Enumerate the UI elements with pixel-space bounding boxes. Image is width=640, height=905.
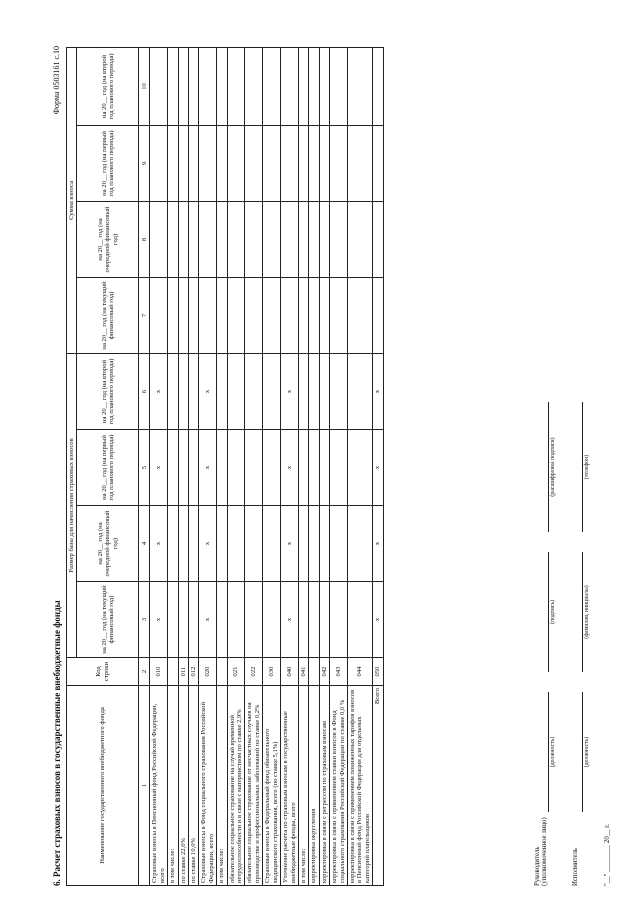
total-sum-cell — [373, 125, 383, 201]
base-cell — [347, 582, 372, 658]
sum-cell — [227, 125, 245, 201]
table-row — [227, 47, 245, 885]
base-cell — [319, 353, 329, 429]
sum-cell — [199, 125, 217, 201]
sum-cell — [319, 277, 329, 353]
sum-cell — [347, 201, 372, 277]
row-name: обязательное социальное страхование на случай временной нетрудоспособности и в связи с материнством по ставке 2,9% — [227, 686, 245, 886]
sum-second-plan-header: на 20__ год (на второй год планового периода) — [77, 47, 139, 125]
base-cell — [168, 430, 178, 506]
row-code — [168, 658, 178, 686]
sum-cell — [168, 47, 178, 125]
head-position-caption: (должность) — [550, 736, 556, 768]
sum-cell — [309, 201, 319, 277]
sum-current-year-header: на 20__ год (на текущий финансовый год) — [77, 277, 139, 353]
column-number: 5 — [139, 430, 150, 506]
row-name: Страховые взносы в Федеральный фонд обязательного медицинского страхования, всего (по ставке 5,1%) — [263, 686, 281, 886]
sum-cell — [281, 125, 299, 201]
sum-cell — [150, 201, 168, 277]
base-cell — [319, 582, 329, 658]
sum-cell — [330, 125, 348, 201]
sum-cell — [189, 125, 199, 201]
base-second-plan-header: на 20__ год (на второй год планового периода) — [77, 353, 139, 429]
executor-position-line — [582, 692, 583, 812]
base-cell: x — [281, 353, 299, 429]
row-code: 043 — [330, 658, 348, 686]
row-code: 010 — [150, 658, 168, 686]
base-cell — [263, 582, 281, 658]
sum-cell — [309, 47, 319, 125]
section-title: 6. Расчет страховых взносов в государственные внебюджетные фонды — [52, 600, 62, 886]
base-cell — [178, 506, 188, 582]
total-row — [373, 47, 383, 885]
sum-first-plan-header: на 20__ год (на первый год планового периода) — [77, 125, 139, 201]
sum-cell — [150, 277, 168, 353]
column-number: 1 — [139, 686, 150, 886]
head-label: Руководитель (уполномоченное лицо) — [534, 817, 548, 886]
base-cell: x — [199, 506, 217, 582]
base-cell — [309, 506, 319, 582]
sum-cell — [217, 201, 227, 277]
column-number: 8 — [139, 201, 150, 277]
sum-cell — [281, 201, 299, 277]
sum-cell — [245, 277, 263, 353]
sum-cell — [227, 47, 245, 125]
sum-cell — [199, 277, 217, 353]
head-signature-line — [548, 552, 549, 672]
base-current-year-header: на 20__ год (на текущий финансовый год) — [77, 582, 139, 658]
sum-cell — [281, 47, 299, 125]
base-cell — [189, 353, 199, 429]
head-decoding-line — [548, 402, 549, 532]
row-name: обязательное социальное страхование от несчастных случаев на производстве и профессиональных заболеваний по ставке 0,2% — [245, 686, 263, 886]
table-body — [150, 47, 383, 885]
row-name: корректировка округления — [309, 686, 319, 886]
executor-position-caption: (должность) — [584, 736, 590, 768]
total-base-cell: x — [373, 353, 383, 429]
rotated-landscape-form — [52, 42, 622, 892]
column-number: 10 — [139, 47, 150, 125]
row-name: корректировка в связи с применением ставки взносов в Фонд социального страхования Российской Федерации по ставке 0,0 % — [330, 686, 348, 886]
sum-cell — [150, 125, 168, 201]
column-number: 4 — [139, 506, 150, 582]
row-name: в том числе: — [217, 686, 227, 886]
sum-cell — [330, 47, 348, 125]
total-code: 050 — [373, 658, 383, 686]
row-code: 020 — [199, 658, 217, 686]
table-row — [263, 47, 281, 885]
executor-phone-line — [582, 402, 583, 532]
sum-cell — [199, 47, 217, 125]
row-name: в том числе: — [168, 686, 178, 886]
sum-cell — [189, 277, 199, 353]
row-code — [217, 658, 227, 686]
base-cell — [347, 506, 372, 582]
column-number: 9 — [139, 125, 150, 201]
base-cell — [217, 582, 227, 658]
base-first-plan-header: на 20__ год (на первый год планового периода) — [77, 430, 139, 506]
base-cell: x — [281, 506, 299, 582]
table-row — [298, 47, 308, 885]
sum-cell — [245, 201, 263, 277]
base-cell: x — [150, 353, 168, 429]
sum-cell — [245, 125, 263, 201]
sum-cell — [245, 47, 263, 125]
sum-cell — [150, 47, 168, 125]
table-row — [150, 47, 168, 885]
base-cell — [263, 506, 281, 582]
column-number: 2 — [139, 658, 150, 686]
base-cell: x — [199, 582, 217, 658]
executor-name-caption: (фамилия, инициалы) — [584, 585, 590, 639]
sum-cell — [178, 201, 188, 277]
base-cell — [189, 582, 199, 658]
table-row — [199, 47, 217, 885]
base-cell — [217, 353, 227, 429]
row-code: 022 — [245, 658, 263, 686]
sum-cell — [298, 47, 308, 125]
row-code: 012 — [189, 658, 199, 686]
sum-cell — [168, 277, 178, 353]
base-cell — [298, 353, 308, 429]
sum-cell — [168, 201, 178, 277]
row-name: Страховые взносы в Фонд социального страхования Российской Федерации, всего — [199, 686, 217, 886]
sum-cell — [298, 125, 308, 201]
table-row — [178, 47, 188, 885]
contributions-table — [66, 47, 384, 886]
row-name: по ставке 10,0% — [189, 686, 199, 886]
sum-cell — [178, 125, 188, 201]
base-cell: x — [150, 430, 168, 506]
executor-phone-caption: (телефон) — [584, 454, 590, 480]
sum-cell — [168, 125, 178, 201]
col-code-header: Код строки — [67, 658, 139, 686]
sum-cell — [281, 277, 299, 353]
base-cell — [309, 353, 319, 429]
sum-cell — [263, 277, 281, 353]
sum-cell — [199, 201, 217, 277]
total-sum-cell — [373, 201, 383, 277]
base-cell — [217, 430, 227, 506]
total-base-cell: x — [373, 506, 383, 582]
base-cell: x — [199, 430, 217, 506]
col-name-header: Наименование государственного внебюджетного фонда — [67, 686, 139, 886]
base-cell — [227, 430, 245, 506]
row-code: 011 — [178, 658, 188, 686]
table-row — [245, 47, 263, 885]
row-name: Страховые взносы в Пенсионный фонд Российской Федерации, всего — [150, 686, 168, 886]
column-number: 6 — [139, 353, 150, 429]
base-cell: x — [199, 353, 217, 429]
sum-cell — [217, 47, 227, 125]
base-cell — [298, 430, 308, 506]
sum-cell — [263, 201, 281, 277]
base-cell: x — [281, 430, 299, 506]
sum-cell — [189, 47, 199, 125]
executor-name-line — [582, 552, 583, 672]
sum-group-header: Сумма взноса — [67, 47, 77, 353]
base-cell — [263, 430, 281, 506]
base-cell: x — [281, 582, 299, 658]
base-next-year-header: на 20__ год (на очередной финансовый год) — [77, 506, 139, 582]
total-label: Всего — [373, 686, 383, 886]
sum-cell — [217, 277, 227, 353]
sum-cell — [263, 125, 281, 201]
row-code: 030 — [263, 658, 281, 686]
base-cell — [178, 582, 188, 658]
base-cell — [217, 506, 227, 582]
sum-cell — [217, 125, 227, 201]
sum-cell — [330, 277, 348, 353]
row-code: 040 — [281, 658, 299, 686]
base-cell — [245, 582, 263, 658]
column-numbers-row — [139, 47, 150, 885]
base-cell — [309, 582, 319, 658]
sum-cell — [298, 277, 308, 353]
base-cell — [178, 430, 188, 506]
head-signature-caption: (подпись) — [550, 599, 556, 625]
base-cell — [168, 506, 178, 582]
table-row — [347, 47, 372, 885]
sum-cell — [298, 201, 308, 277]
sum-cell — [347, 277, 372, 353]
total-sum-cell — [373, 277, 383, 353]
table-row — [217, 47, 227, 885]
column-number: 7 — [139, 277, 150, 353]
sum-cell — [319, 47, 329, 125]
total-base-cell: x — [373, 430, 383, 506]
head-position-line — [548, 692, 549, 812]
executor-label: Исполнитель — [572, 847, 579, 886]
row-code: 044 — [347, 658, 372, 686]
base-cell — [298, 506, 308, 582]
base-cell — [245, 506, 263, 582]
base-cell — [178, 353, 188, 429]
base-cell — [189, 506, 199, 582]
table-row — [319, 47, 329, 885]
table-row — [281, 47, 299, 885]
base-cell — [319, 430, 329, 506]
sum-cell — [227, 201, 245, 277]
sum-next-year-header: на 20__ год (на очередной финансовый год) — [77, 201, 139, 277]
base-cell — [263, 353, 281, 429]
base-cell — [168, 582, 178, 658]
date-line: "__" ________ 20__ г. — [604, 824, 611, 886]
total-sum-cell — [373, 47, 383, 125]
row-code: 041 — [298, 658, 308, 686]
base-group-header: Размер базы для начисления страховых взносов — [67, 353, 77, 657]
base-cell — [245, 430, 263, 506]
base-cell — [347, 430, 372, 506]
base-cell — [168, 353, 178, 429]
base-cell — [245, 353, 263, 429]
table-row — [330, 47, 348, 885]
row-name: корректировка в связи с регрессом по страховым взносам — [319, 686, 329, 886]
row-code — [309, 658, 319, 686]
sum-cell — [319, 125, 329, 201]
row-code: 042 — [319, 658, 329, 686]
row-name: корректировка в связи с применением пониженных тарифов взносов в Пенсионный фонд Российской Федерации для отдельных категорий плательщиков — [347, 686, 372, 886]
sum-cell — [330, 201, 348, 277]
base-cell — [330, 506, 348, 582]
row-name: по ставке 22,0% — [178, 686, 188, 886]
column-number: 3 — [139, 582, 150, 658]
row-name: в том числе: — [298, 686, 308, 886]
header-row-1 — [67, 47, 77, 885]
base-cell — [330, 430, 348, 506]
head-decoding-caption: (расшифровка подписи) — [550, 437, 556, 497]
sum-cell — [189, 201, 199, 277]
row-code: 021 — [227, 658, 245, 686]
table-row — [168, 47, 178, 885]
table-row — [189, 47, 199, 885]
base-cell — [330, 353, 348, 429]
sum-cell — [309, 125, 319, 201]
sum-cell — [227, 277, 245, 353]
sum-cell — [309, 277, 319, 353]
total-base-cell: x — [373, 582, 383, 658]
sum-cell — [178, 47, 188, 125]
base-cell — [309, 430, 319, 506]
base-cell — [330, 582, 348, 658]
form-code: Форма 0503161 с.10 — [52, 46, 61, 115]
base-cell: x — [150, 582, 168, 658]
base-cell — [298, 582, 308, 658]
sum-cell — [347, 47, 372, 125]
sum-cell — [263, 47, 281, 125]
base-cell — [227, 582, 245, 658]
base-cell — [189, 430, 199, 506]
sum-cell — [178, 277, 188, 353]
sum-cell — [319, 201, 329, 277]
table-row — [309, 47, 319, 885]
base-cell — [227, 506, 245, 582]
sum-cell — [347, 125, 372, 201]
base-cell — [227, 353, 245, 429]
base-cell — [347, 353, 372, 429]
base-cell — [319, 506, 329, 582]
row-name: Уточнение расчета по страховым взносам в государственные внебюджетные фонды, всего — [281, 686, 299, 886]
base-cell: x — [150, 506, 168, 582]
